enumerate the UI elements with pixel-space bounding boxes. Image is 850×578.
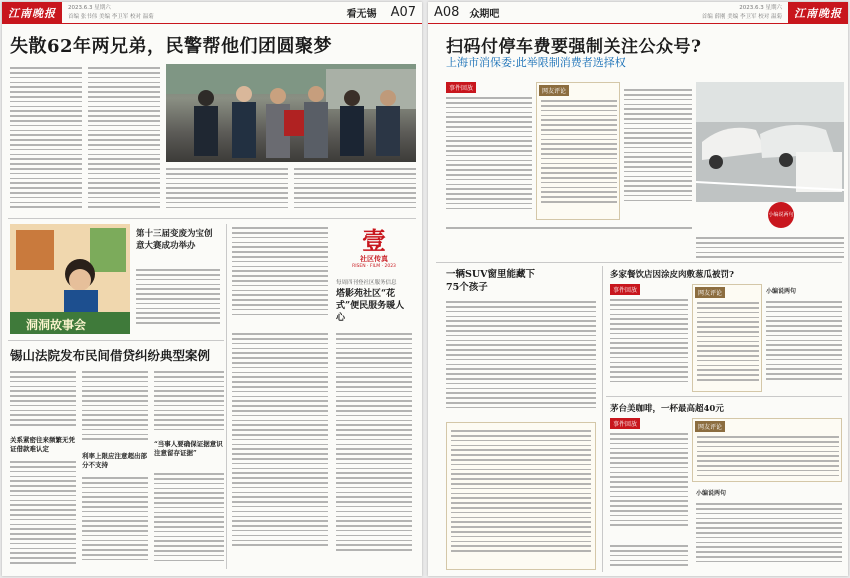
reunion-photo [166, 64, 416, 162]
feature-title: 第十三届变废为宝创意大赛成功举办 [136, 229, 213, 251]
parking-text [446, 94, 532, 220]
column-text-top [232, 224, 328, 326]
suv-story-title: 一辆SUV窗里能藏下75个孩子 [446, 269, 536, 293]
photo-caption-text [166, 165, 288, 215]
event-tag-2: 事件回放 [610, 284, 640, 295]
parking-source [446, 224, 692, 236]
court-subhead-2: 利率上限应注意超出部分不支持 [82, 452, 147, 469]
comment-tag-3: 网友评论 [695, 421, 725, 432]
parking-lot-photo [696, 82, 844, 202]
issue-meta: 2023.6.3 星期六 首编 薛刚 美编 李卫军 校对 温菊 [701, 4, 782, 20]
children-craft-photo [10, 224, 130, 334]
restaurant-story-title: 多家餐饮店因涂皮肉敷葱瓜被罚? [610, 270, 734, 280]
court-headline: 锡山法院发布民间借贷纠纷典型案例 [10, 348, 211, 363]
article-text-col2 [88, 64, 160, 214]
editor-note [768, 202, 844, 232]
column-logo-sub: RISEN · FILM · 2023 [352, 264, 396, 269]
feature-text [136, 266, 220, 334]
photo-scene [166, 64, 416, 162]
suv-story-text [446, 298, 596, 418]
comment-tag: 网友评论 [539, 85, 569, 96]
page-number: A07 [390, 5, 416, 20]
comments-text-2 [624, 86, 692, 216]
coffee-editor-text [696, 500, 842, 570]
coffee-text [610, 430, 688, 540]
restaurant-comments-text [697, 299, 759, 389]
court-text-col1b [10, 458, 76, 570]
court-subhead-3: “当事人要确保证据意识注意留存证据” [154, 440, 223, 457]
event-tag-3: 事件回放 [610, 418, 640, 429]
comments-box-2 [624, 82, 692, 220]
court-text-col1a [10, 368, 76, 432]
court-text-col2b [82, 474, 148, 570]
event-tag: 事件回放 [446, 82, 476, 93]
editor-label-2: 小编说两句 [696, 490, 727, 497]
column-text-right [336, 330, 412, 562]
article-text-col1 [10, 64, 82, 214]
comments-box [536, 82, 620, 220]
coffee-story-title: 茅台美咖啡，一杯最高超40元 [610, 404, 724, 414]
main-headline: 失散62年两兄弟，民警帮他们团圆聚梦 [10, 36, 333, 57]
court-text-col3a [154, 368, 224, 436]
suv-comments-text [451, 427, 591, 567]
restaurant-comments [692, 284, 762, 392]
column-text-left [232, 330, 328, 570]
column-logo [336, 228, 412, 274]
article-text-col3 [294, 165, 416, 215]
column-logo-char: 壹 [362, 226, 386, 255]
restaurant-text [610, 296, 688, 392]
left-page-header [2, 2, 422, 24]
column-intro: 每周四刊登社区服务信息 [336, 280, 397, 286]
editor-label: 小编说两句 [766, 288, 797, 295]
court-subhead-1: 关系紧密往来频繁无凭证借款难认定 [10, 436, 75, 453]
main-headline: 扫码付停车费要强制关注公众号? [446, 37, 702, 57]
editor-text [696, 234, 844, 260]
right-page-header [428, 2, 848, 24]
editor-badge: 小编说两句 [768, 202, 794, 228]
court-text-col3b [154, 470, 224, 570]
restaurant-editor-text [766, 298, 842, 388]
court-text-col2a [82, 368, 148, 448]
page-number: A08 [434, 5, 460, 20]
main-subheadline: 上海市消保委:此举限制消费者选择权 [446, 56, 626, 69]
right-newspaper-page [428, 2, 848, 576]
column-logo-word: 社区传真 [360, 255, 388, 263]
issue-meta: 2023.6.3 星期六 首编 张书伟 美编 李卫军 校对 温菊 [68, 4, 154, 20]
coffee-text-end [610, 542, 688, 570]
section-name: 众期吧 [469, 9, 500, 20]
left-newspaper-page [2, 2, 422, 576]
comment-tag-2: 网友评论 [695, 287, 725, 298]
section-name: 看无锡 [346, 9, 377, 20]
coffee-comments-text [697, 433, 839, 479]
craft-banner-text: 洞洞故事会 [26, 318, 87, 332]
newspaper-logo: 江南晚报 [788, 2, 848, 24]
parking-scene [696, 82, 844, 202]
restaurant-editor [766, 284, 842, 392]
newspaper-logo: 江南晚报 [2, 2, 62, 24]
coffee-comments [692, 418, 842, 482]
column-title: 塔影苑社区“花式”便民服务暖人心 [336, 289, 405, 323]
suv-comments [446, 422, 596, 570]
comments-text [541, 97, 617, 217]
